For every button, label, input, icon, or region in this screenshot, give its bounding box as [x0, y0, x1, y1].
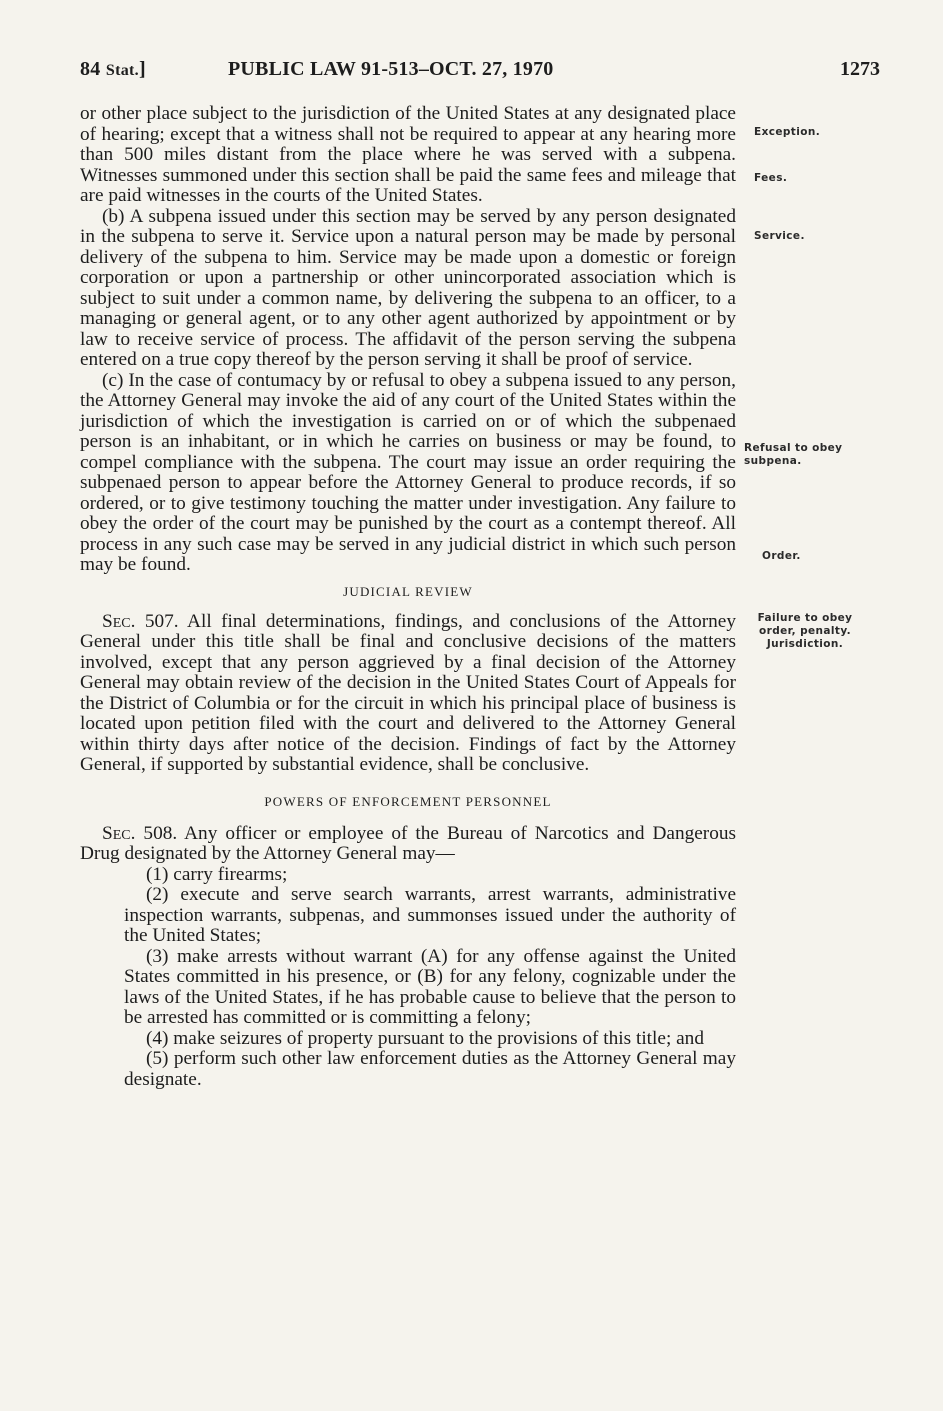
margin-note-failure-line1: Failure to obey — [757, 612, 853, 624]
margin-note-exception: Exception. — [754, 126, 821, 138]
item-4-text: (4) make seizures of property pursuant to the provisions of this title; and — [146, 1027, 704, 1049]
margin-note-refusal-line2: subpena. — [744, 455, 802, 467]
section-508 — [80, 824, 736, 865]
margin-note-failure-line2: order, penalty. — [759, 625, 851, 637]
heading-powers-of-enforcement: POWERS OF ENFORCEMENT PERSONNEL — [264, 793, 552, 809]
section-507-label: Sec. 507. — [102, 610, 179, 632]
margin-note-failure-line3: Jurisdiction. — [766, 638, 844, 650]
bracket-mark: ] — [138, 58, 146, 80]
item-2-warrants — [80, 885, 736, 947]
body-text — [80, 104, 736, 1090]
margin-note-order: Order. — [762, 550, 801, 562]
section-508-text: Any officer or employee of the Bureau of Narcotics and Dangerous Drug designated by the Attorney General may— — [80, 822, 736, 864]
item-4-seizures — [80, 1029, 736, 1050]
item-5-text: (5) perform such other law enforcement duties as the Attorney General may designate. — [124, 1048, 736, 1090]
statute-volume — [80, 58, 146, 81]
item-2-text: (2) execute and serve search warrants, arrest warrants, administrative inspection warrants, subpenas, and summonses issued under the authority of the United States; — [124, 884, 736, 946]
margin-note-refusal — [744, 442, 842, 468]
paragraph-c-contumacy: (c) In the case of contumacy by or refusal to obey a subpena issued to any person, the Attorney General may invoke the aid of any court of the United States within the jurisdiction of which the investigation is carried on or of which the subpenaed person is an inhabitant, or in which he carries on business or may be found, to compel compliance with the subpena. The court may issue an order requiring the subpenaed person to appear before the Attorney General to produce records, if so ordered, or to give testimony touching the matter under investigation. Any failure to obey the order of the court may be punished by the court as a contempt thereof. All process in any such case may be served in any judicial district in which such person may be found. — [80, 369, 736, 575]
paragraph-continuation: or other place subject to the jurisdiction of the United States at any designated place of hearing; except that a witness shall not be required to appear at any hearing more than 500 miles distant from the place where he was served with a subpena. Witnesses summoned under this section shall be paid the same fees and mileage that are paid witnesses in the courts of the United States. — [80, 103, 736, 206]
margin-note-fees: Fees. — [754, 172, 788, 184]
margin-note-refusal-line1: Refusal to obey — [744, 442, 843, 454]
margin-note-failure — [740, 612, 870, 651]
stat-label: Stat. — [105, 62, 139, 79]
section-507-text: All final determinations, findings, and conclusions of the Attorney General under this title shall be final and conclusive decisions of the matters involved, except that any person aggrieved by a final decision of the Attorney General may obtain review of the decision in the United States Court of Appeals for the District of Columbia or for the circuit in which his principal place of business is located upon petition filed with the court and delivered to the Attorney General within thirty days after notice of the decision. Findings of fact by the Attorney General, if supported by substantial evidence, shall be conclusive. — [80, 610, 737, 775]
volume-number: 84 — [80, 58, 101, 80]
item-1-firearms: (1) carry firearms; — [146, 863, 288, 885]
item-3-text: (3) make arrests without warrant (A) for any offense against the United States committed in his presence, or (B) for any felony, cognizable under the laws of the United States, if he has probable cause to believe that the person to be arrested has committed or is committing a felony; — [124, 945, 736, 1028]
law-title: PUBLIC LAW 91-513–OCT. 27, 1970 — [228, 58, 554, 80]
running-head — [80, 58, 880, 84]
item-3-arrests — [80, 947, 736, 1029]
item-5-other-duties — [80, 1049, 736, 1090]
margin-note-service: Service. — [754, 230, 805, 242]
section-508-label: Sec. 508. — [102, 822, 178, 844]
heading-judicial-review: JUDICIAL REVIEW — [343, 583, 473, 599]
section-507 — [80, 612, 736, 776]
paragraph-b-service: (b) A subpena issued under this section may be served by any person designated in the subpena to serve it. Service upon a natural person may be made by personal delivery of the subpena to him. Service may be made upon a domestic or foreign corporation or upon a partnership or other unincorporated association which is subject to suit under a common name, by delivering the subpena to an officer, to a managing or general agent, or to any other agent authorized by appointment or by law to receive service of process. The affidavit of the person serving the subpena entered on a true copy thereof by the person serving it shall be proof of service. — [80, 205, 736, 370]
page-number: 1273 — [840, 58, 880, 80]
